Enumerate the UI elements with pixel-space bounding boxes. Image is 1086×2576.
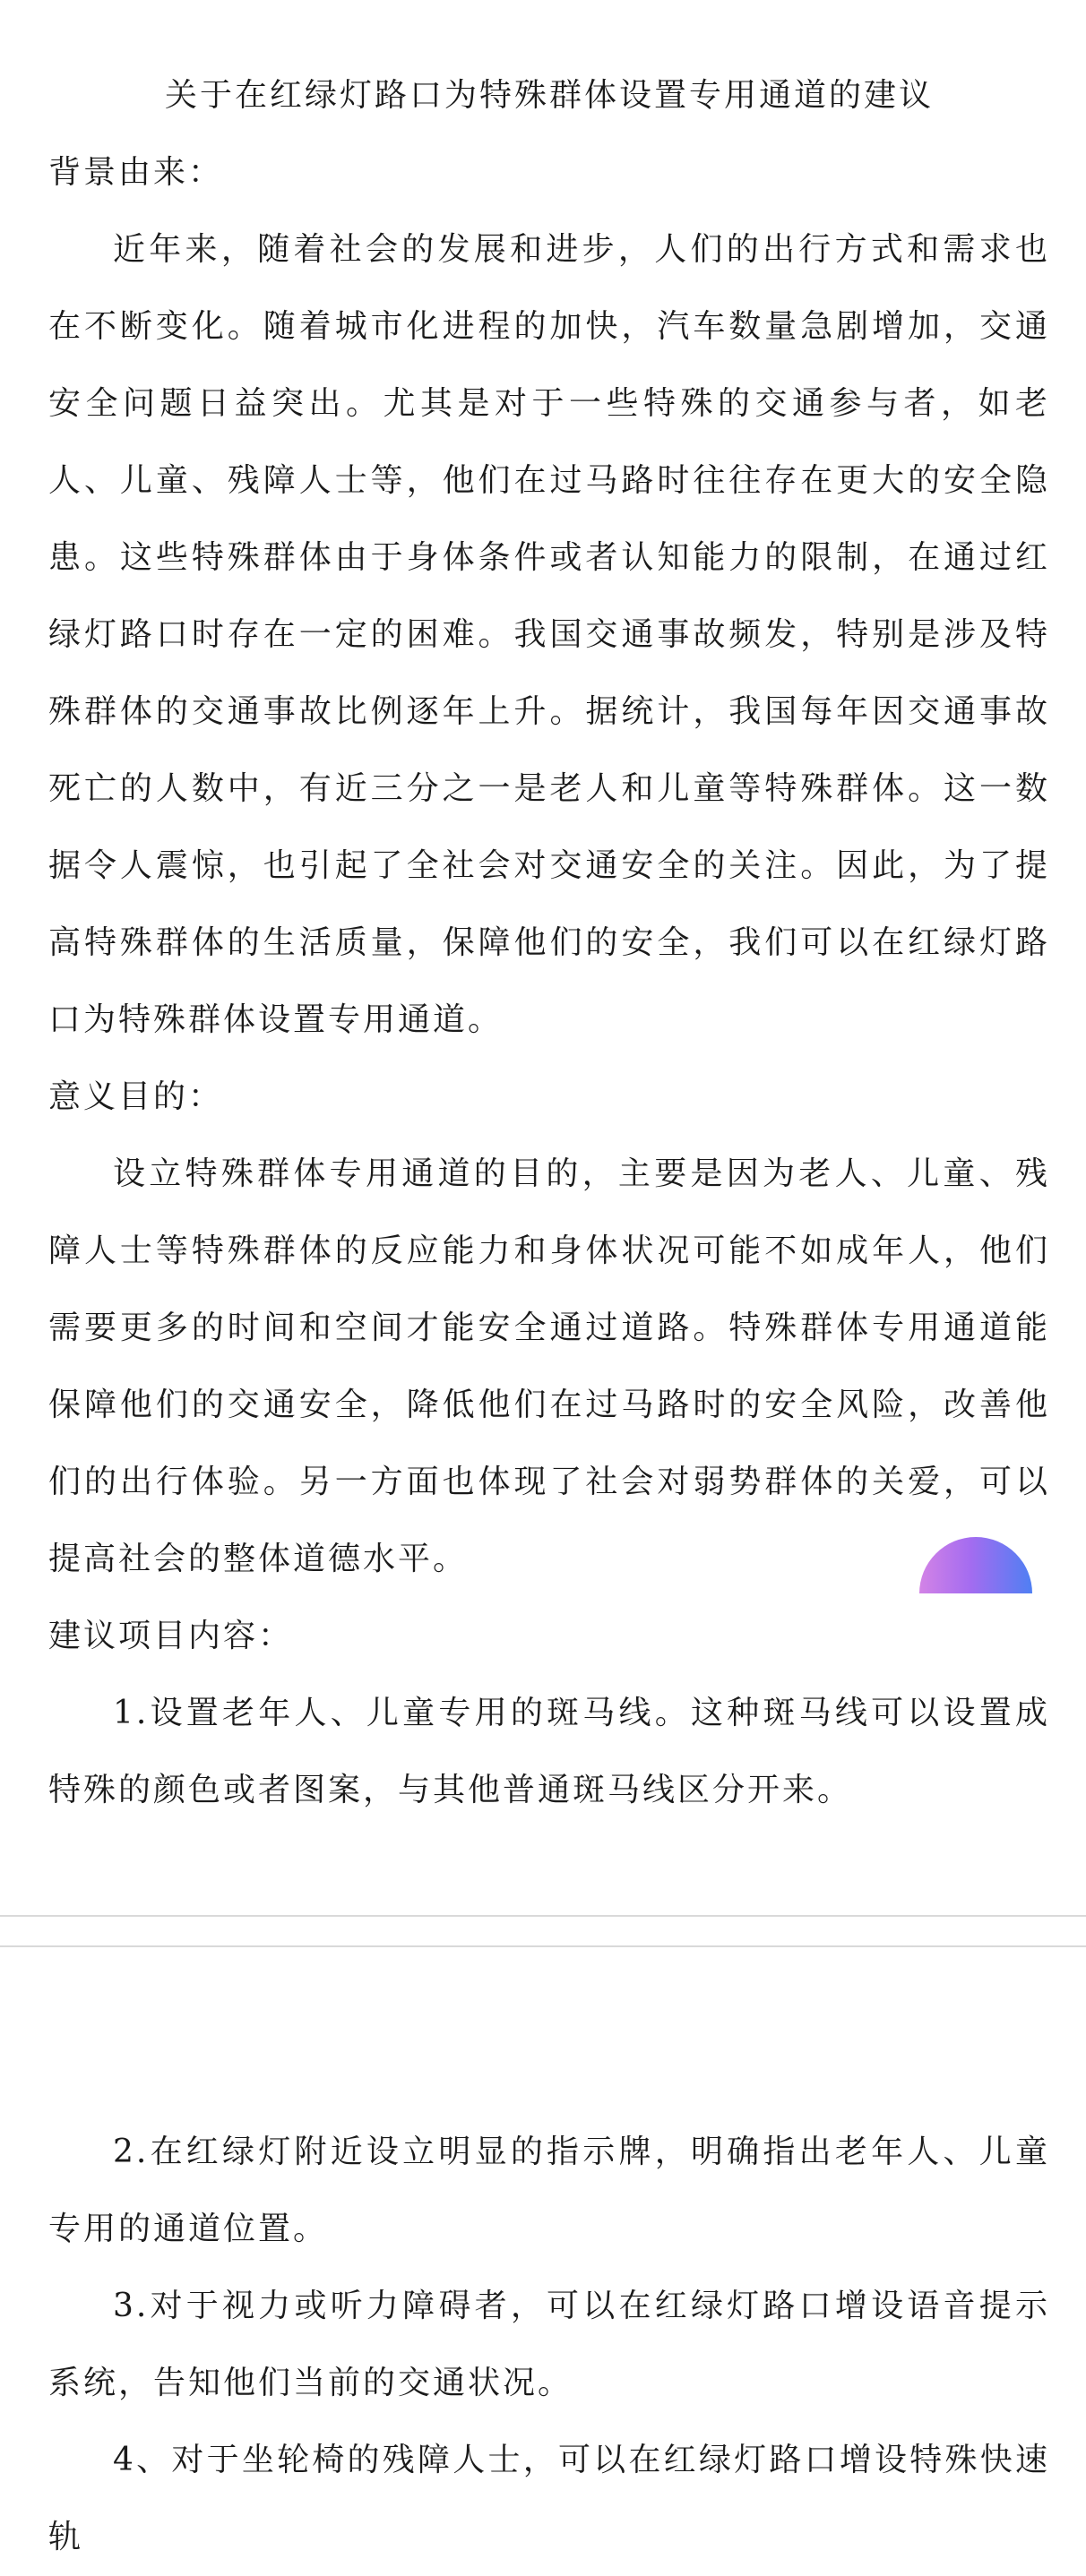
page-2-content: [48, 2114, 1050, 2576]
proposal-item-2: 2.在红绿灯附近设立明显的指示牌，明确指出老年人、儿童专用的通道位置。: [48, 2134, 1050, 2247]
proposal-item-1: 1.设置老年人、儿童专用的斑马线。这种斑马线可以设置成特殊的颜色或者图案，与其他普通斑马线区分开来。: [48, 1695, 1050, 1808]
proposal-item-3: 3.对于视力或听力障碍者，可以在红绿灯路口增设语音提示系统，告知他们当前的交通状况。: [48, 2288, 1050, 2401]
page-divider-top: [0, 1915, 1086, 1917]
heading-purpose: 意义目的：: [48, 1078, 224, 1115]
paragraph-purpose: 设立特殊群体专用通道的目的，主要是因为老人、儿童、残障人士等特殊群体的反应能力和身体状况可能不如成年人，他们需要更多的时间和空间才能安全通过道路。特殊群体专用通道能保障他们的交通安全，降低他们在过马路时的安全风险，改善他们的出行体验。另一方面也体现了社会对弱势群体的关爱，可以提高社会的整体道德水平。: [48, 1155, 1050, 1577]
proposal-item-4: 4、对于坐轮椅的残障人士，可以在红绿灯路口增设特殊快速轨: [48, 2442, 1050, 2555]
document-title: 关于在红绿灯路口为特殊群体设置专用通道的建议: [164, 77, 934, 114]
heading-background: 背景由来：: [48, 154, 224, 191]
paragraph-background: 近年来，随着社会的发展和进步，人们的出行方式和需求也在不断变化。随着城市化进程的加快，汽车数量急剧增加，交通安全问题日益突出。尤其是对于一些特殊的交通参与者，如老人、儿童、残障人士等，他们在过马路时往往存在更大的安全隐患。这些特殊群体由于身体条件或者认知能力的限制，在通过红绿灯路口时存在一定的困难。我国交通事故频发，特别是涉及特殊群体的交通事故比例逐年上升。据统计，我国每年因交通事故死亡的人数中，有近三分之一是老人和儿童等特殊群体。这一数据令人震惊，也引起了全社会对交通安全的关注。因此，为了提高特殊群体的生活质量，保障他们的安全，我们可以在红绿灯路口为特殊群体设置专用通道。: [48, 231, 1050, 1038]
page-divider-bottom: [0, 1945, 1086, 1947]
page-gap: [0, 1908, 1086, 1948]
heading-proposals: 建议项目内容：: [48, 1618, 294, 1654]
page-1-content: [48, 57, 1050, 1829]
